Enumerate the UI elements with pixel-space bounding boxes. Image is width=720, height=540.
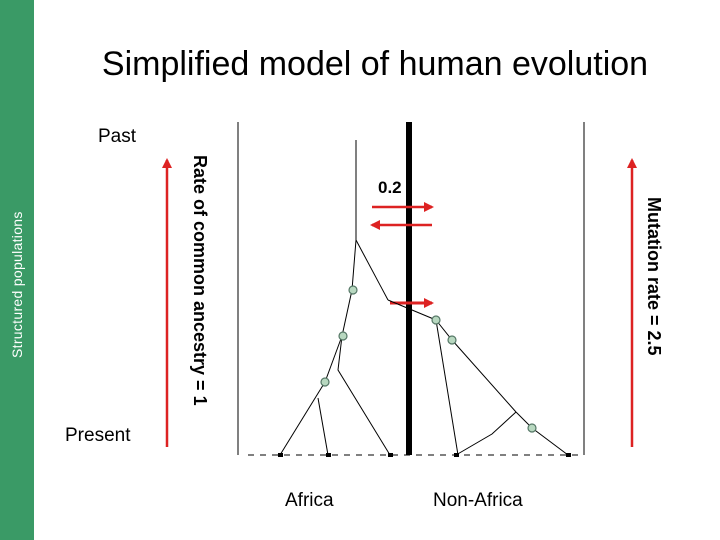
tree-branches: [280, 140, 568, 455]
sidebar-label: Structured populations: [9, 211, 25, 358]
mutation-rate-axis-label: Mutation rate = 2.5: [644, 197, 664, 356]
sample-marker: [326, 453, 331, 457]
mutation-node: [321, 378, 329, 386]
africa-label: Africa: [285, 490, 334, 511]
page-title: Simplified model of human evolution: [101, 45, 649, 83]
mutation-node: [528, 424, 536, 432]
common-ancestry-axis-label: Rate of common ancestry = 1: [190, 155, 210, 406]
sample-marker: [454, 453, 459, 457]
present-label: Present: [65, 425, 131, 446]
mutation-node: [432, 316, 440, 324]
mutation-node: [448, 336, 456, 344]
sample-marker: [566, 453, 571, 457]
non-africa-label: Non-Africa: [433, 490, 523, 511]
mutation-nodes: [321, 286, 536, 432]
sample-marker: [278, 453, 283, 457]
mutation-node: [349, 286, 357, 294]
migration-rate-label: 0.2: [378, 178, 402, 197]
sample-marker: [388, 453, 393, 457]
mutation-node: [339, 332, 347, 340]
past-label: Past: [98, 126, 137, 147]
